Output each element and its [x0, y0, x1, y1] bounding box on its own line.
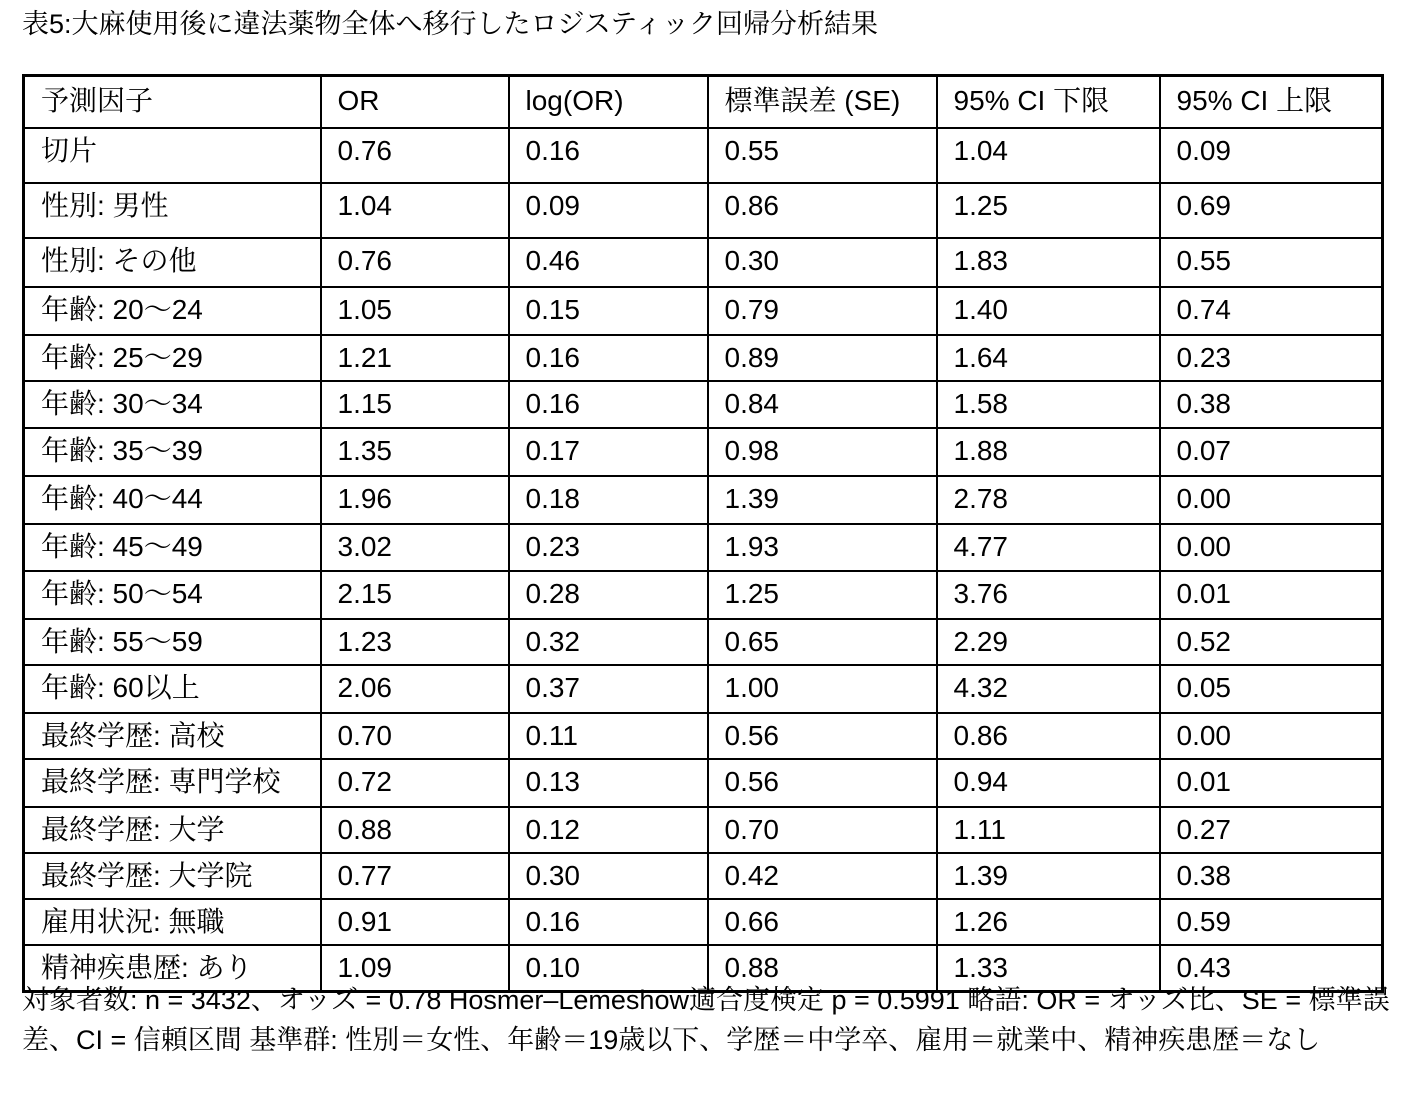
cell-se: 0.65: [708, 619, 937, 665]
cell-se: 1.93: [708, 524, 937, 571]
cell-or: 2.06: [321, 665, 509, 713]
table-row: [24, 759, 1383, 807]
cell-ci-lower: 1.26: [937, 899, 1160, 945]
table-row: [24, 476, 1383, 524]
cell-se: 1.39: [708, 476, 937, 524]
cell-predictor: 切片: [24, 128, 321, 183]
table-row: [24, 381, 1383, 428]
cell-log-or: 0.46: [509, 238, 708, 287]
cell-se: 0.56: [708, 759, 937, 807]
table-body: [24, 128, 1383, 992]
cell-or: 0.72: [321, 759, 509, 807]
table-title: 表5:大麻使用後に違法薬物全体へ移行したロジスティック回帰分析結果: [22, 9, 879, 39]
cell-ci-lower: 1.40: [937, 287, 1160, 335]
cell-ci-lower: 1.11: [937, 807, 1160, 853]
cell-ci-upper: 0.27: [1160, 807, 1383, 853]
table-row: [24, 335, 1383, 381]
cell-or: 1.09: [321, 945, 509, 992]
table-row: [24, 128, 1383, 183]
cell-ci-upper: 0.23: [1160, 335, 1383, 381]
cell-se: 0.66: [708, 899, 937, 945]
cell-ci-lower: 0.94: [937, 759, 1160, 807]
table-row: [24, 183, 1383, 238]
cell-log-or: 0.17: [509, 428, 708, 476]
cell-se: 1.25: [708, 571, 937, 619]
cell-ci-upper: 0.09: [1160, 128, 1383, 183]
cell-ci-lower: 1.58: [937, 381, 1160, 428]
cell-or: 1.96: [321, 476, 509, 524]
cell-predictor: 年齢: 50〜54: [24, 571, 321, 619]
cell-ci-lower: 4.32: [937, 665, 1160, 713]
cell-log-or: 0.28: [509, 571, 708, 619]
cell-ci-lower: 1.83: [937, 238, 1160, 287]
cell-or: 1.15: [321, 381, 509, 428]
cell-ci-upper: 0.01: [1160, 759, 1383, 807]
header-row: [24, 76, 1383, 129]
table-row: [24, 524, 1383, 571]
cell-ci-lower: 1.04: [937, 128, 1160, 183]
cell-or: 0.91: [321, 899, 509, 945]
cell-predictor: 年齢: 30〜34: [24, 381, 321, 428]
cell-se: 0.88: [708, 945, 937, 992]
table-header: [24, 76, 1383, 129]
header-ci-upper: 95% CI 上限: [1160, 76, 1383, 129]
cell-predictor: 年齢: 35〜39: [24, 428, 321, 476]
cell-log-or: 0.37: [509, 665, 708, 713]
cell-log-or: 0.13: [509, 759, 708, 807]
cell-log-or: 0.10: [509, 945, 708, 992]
cell-se: 0.30: [708, 238, 937, 287]
cell-log-or: 0.32: [509, 619, 708, 665]
cell-log-or: 0.30: [509, 853, 708, 899]
cell-se: 0.55: [708, 128, 937, 183]
table-row: [24, 287, 1383, 335]
table-row: [24, 571, 1383, 619]
cell-log-or: 0.15: [509, 287, 708, 335]
cell-log-or: 0.12: [509, 807, 708, 853]
cell-predictor: 雇用状況: 無職: [24, 899, 321, 945]
cell-or: 1.35: [321, 428, 509, 476]
cell-predictor: 最終学歴: 専門学校: [24, 759, 321, 807]
cell-ci-upper: 0.38: [1160, 381, 1383, 428]
cell-se: 0.56: [708, 713, 937, 759]
cell-ci-upper: 0.43: [1160, 945, 1383, 992]
table-row: [24, 238, 1383, 287]
cell-ci-upper: 0.38: [1160, 853, 1383, 899]
cell-or: 1.04: [321, 183, 509, 238]
cell-ci-lower: 1.88: [937, 428, 1160, 476]
table-row: [24, 619, 1383, 665]
header-or: OR: [321, 76, 509, 129]
cell-ci-upper: 0.74: [1160, 287, 1383, 335]
cell-se: 0.89: [708, 335, 937, 381]
table-row: [24, 807, 1383, 853]
table-row: [24, 853, 1383, 899]
cell-or: 3.02: [321, 524, 509, 571]
table-row: [24, 713, 1383, 759]
cell-ci-lower: 4.77: [937, 524, 1160, 571]
cell-ci-lower: 2.29: [937, 619, 1160, 665]
cell-or: 1.21: [321, 335, 509, 381]
cell-log-or: 0.11: [509, 713, 708, 759]
cell-predictor: 年齢: 55〜59: [24, 619, 321, 665]
cell-ci-lower: 3.76: [937, 571, 1160, 619]
cell-ci-upper: 0.00: [1160, 713, 1383, 759]
cell-or: 1.23: [321, 619, 509, 665]
cell-predictor: 年齢: 25〜29: [24, 335, 321, 381]
cell-log-or: 0.18: [509, 476, 708, 524]
cell-log-or: 0.16: [509, 335, 708, 381]
cell-ci-upper: 0.00: [1160, 476, 1383, 524]
cell-or: 0.77: [321, 853, 509, 899]
cell-or: 2.15: [321, 571, 509, 619]
cell-log-or: 0.23: [509, 524, 708, 571]
cell-se: 0.79: [708, 287, 937, 335]
cell-ci-upper: 0.59: [1160, 899, 1383, 945]
cell-se: 0.84: [708, 381, 937, 428]
cell-se: 0.98: [708, 428, 937, 476]
header-ci-lower: 95% CI 下限: [937, 76, 1160, 129]
cell-or: 0.76: [321, 238, 509, 287]
cell-log-or: 0.16: [509, 381, 708, 428]
cell-predictor: 年齢: 40〜44: [24, 476, 321, 524]
cell-ci-lower: 2.78: [937, 476, 1160, 524]
cell-log-or: 0.16: [509, 899, 708, 945]
results-table: [22, 74, 1384, 993]
cell-se: 0.70: [708, 807, 937, 853]
cell-ci-lower: 0.86: [937, 713, 1160, 759]
cell-or: 0.70: [321, 713, 509, 759]
cell-se: 0.86: [708, 183, 937, 238]
cell-ci-upper: 0.05: [1160, 665, 1383, 713]
cell-predictor: 年齢: 45〜49: [24, 524, 321, 571]
table-row: [24, 665, 1383, 713]
header-se: 標準誤差 (SE): [708, 76, 937, 129]
cell-ci-lower: 1.25: [937, 183, 1160, 238]
cell-ci-upper: 0.07: [1160, 428, 1383, 476]
cell-ci-lower: 1.39: [937, 853, 1160, 899]
cell-ci-upper: 0.69: [1160, 183, 1383, 238]
cell-predictor: 精神疾患歴: あり: [24, 945, 321, 992]
cell-or: 0.76: [321, 128, 509, 183]
cell-ci-upper: 0.52: [1160, 619, 1383, 665]
cell-predictor: 年齢: 20〜24: [24, 287, 321, 335]
cell-or: 0.88: [321, 807, 509, 853]
cell-ci-lower: 1.64: [937, 335, 1160, 381]
cell-se: 0.42: [708, 853, 937, 899]
table-row: [24, 899, 1383, 945]
table-row: [24, 428, 1383, 476]
cell-ci-lower: 1.33: [937, 945, 1160, 992]
cell-predictor: 最終学歴: 大学院: [24, 853, 321, 899]
table-footnote: 対象者数: n = 3432、オッズ = 0.78 Hosmer–Lemeshow適合度検定 p = 0.5991 略語: OR = オッズ比、SE = 標準誤差、CI = 信頼区間 基準群: 性別＝女性、年齢＝19歳以下、学歴＝中学卒、雇用＝就業中、精神疾患歴＝なし: [22, 985, 1390, 1055]
cell-ci-upper: 0.01: [1160, 571, 1383, 619]
header-predictor: 予測因子: [24, 76, 321, 129]
cell-se: 1.00: [708, 665, 937, 713]
cell-or: 1.05: [321, 287, 509, 335]
cell-predictor: 年齢: 60以上: [24, 665, 321, 713]
cell-predictor: 性別: 男性: [24, 183, 321, 238]
cell-log-or: 0.09: [509, 183, 708, 238]
cell-ci-upper: 0.00: [1160, 524, 1383, 571]
cell-log-or: 0.16: [509, 128, 708, 183]
header-log-or: log(OR): [509, 76, 708, 129]
cell-ci-upper: 0.55: [1160, 238, 1383, 287]
cell-predictor: 最終学歴: 大学: [24, 807, 321, 853]
cell-predictor: 性別: その他: [24, 238, 321, 287]
cell-predictor: 最終学歴: 高校: [24, 713, 321, 759]
